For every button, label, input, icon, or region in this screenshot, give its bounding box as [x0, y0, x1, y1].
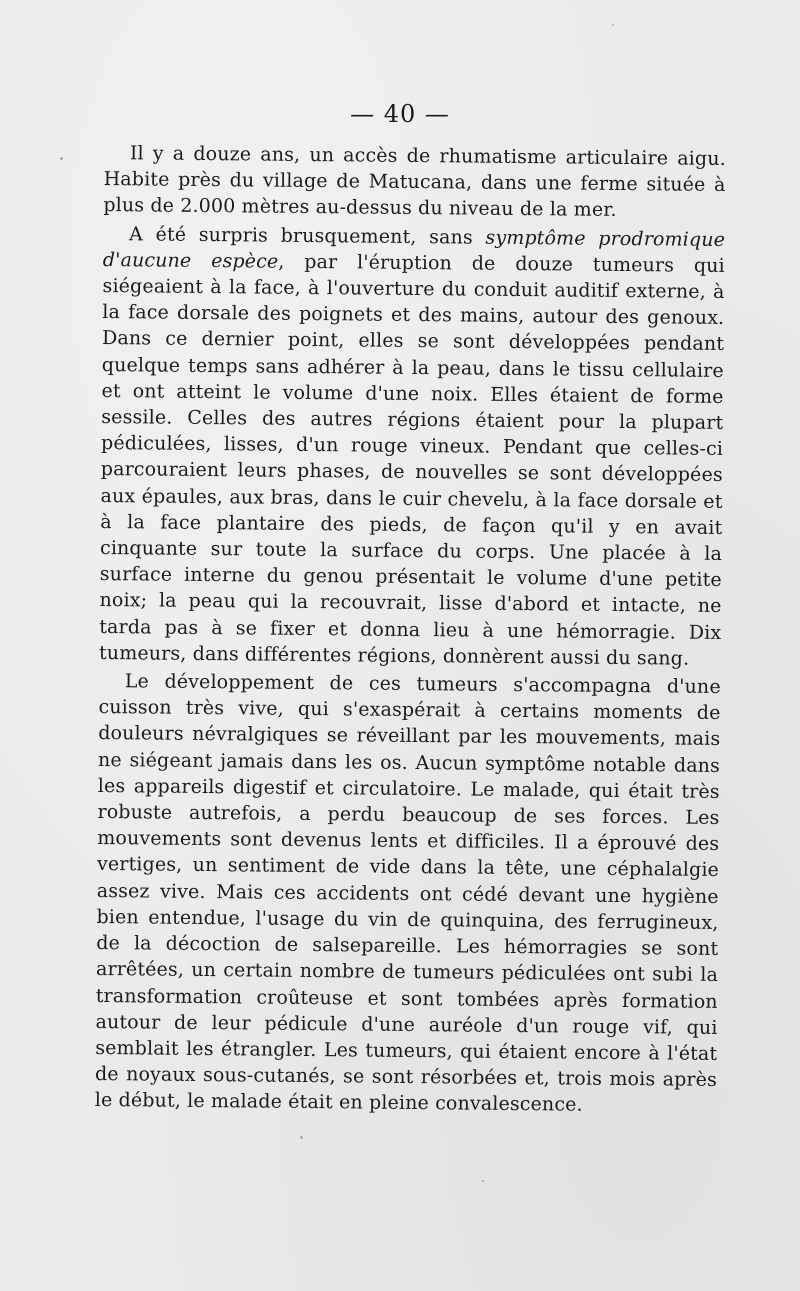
paragraph-2-text-start: A été surpris brusquement, sans: [128, 222, 486, 249]
paragraph-2-text-end: , par l'éruption de douze tumeurs qui siégeaient à la face, à l'ouverture du conduit auditif externe, à la face dorsale des poignets et des mains, autour des genoux. Dans ce dernier point, elles se sont développées pendant quelque temps sans adhérer à la peau, dans le tissu cellulaire et ont atteint le volume d'une noix. Elles étaient de forme sessile. Celles des autres régions étaient pour la plupart pédiculées, lisses, d'un rouge vineux. Pendant que celles-ci parcouraient leurs phases, de nouvelles se sont développées aux épaules, aux bras, dans le cuir chevelu, à la face dorsale et à la face plantaire des pieds, de façon qu'il y en avait cinquante sur toute la surface du corps. Une placée à la surface interne du genou présentait le volume d'une petite noix; la peau qui la recouvrait, lisse d'abord et intacte, ne tarda pas à se fixer et donna lieu à une hémorragie. Dix tumeurs, dans différentes régions, donnèrent aussi du sang.: [98, 250, 725, 670]
paper-speck: [482, 1180, 484, 1182]
paragraph-3: [95, 668, 721, 1119]
paper-speck: [300, 1136, 303, 1139]
paragraph-1: [103, 140, 726, 225]
paper-speck: [60, 157, 63, 160]
body-text: [95, 140, 726, 1121]
paragraph-3-text: Le développement de ces tumeurs s'accompagna d'une cuisson très vive, qui s'exaspérait à certains moments de douleurs névralgiques se réveillant par les mouvements, mais ne siégeant jamais dans les os. Aucun symptôme notable dans les appareils digestif et circulatoire. Le malade, qui était très robuste autrefois, a perdu beaucoup de ses forces. Les mouvements sont devenus lents et difficiles. Il a éprouvé des vertiges, un sentiment de vide dans la tête, une céphalalgie assez vive. Mais ces accidents ont cédé devant une hygiène bien entendue, l'usage du vin de quinquina, des ferrugineux, de la décoction de salsepareille. Les hémorragies se sont arrêtées, un certain nombre de tumeurs pédiculées ont subi la transformation croûteuse et sont tombées après formation autour de leur pédicule d'une auréole d'un rouge vif, qui semblait les étrangler. Les tumeurs, qui étaient encore à l'état de noyaux sous-cutanés, se sont résorbées et, trois mois après le début, le malade était en pleine convalescence.: [94, 670, 721, 1116]
paragraph-1-text: Il y a douze ans, un accès de rhumatisme articulaire aigu. Habite près du village de Matucana, dans une ferme située à plus de 2.000 mètres au-dessus du niveau de la mer.: [103, 142, 726, 222]
paragraph-2: [99, 221, 725, 672]
page-number: — 40 —: [350, 100, 450, 128]
paragraph-2-italic-phrase: symptôme prodromique d'aucune espèce: [102, 226, 726, 273]
paper-speck: [612, 24, 614, 26]
